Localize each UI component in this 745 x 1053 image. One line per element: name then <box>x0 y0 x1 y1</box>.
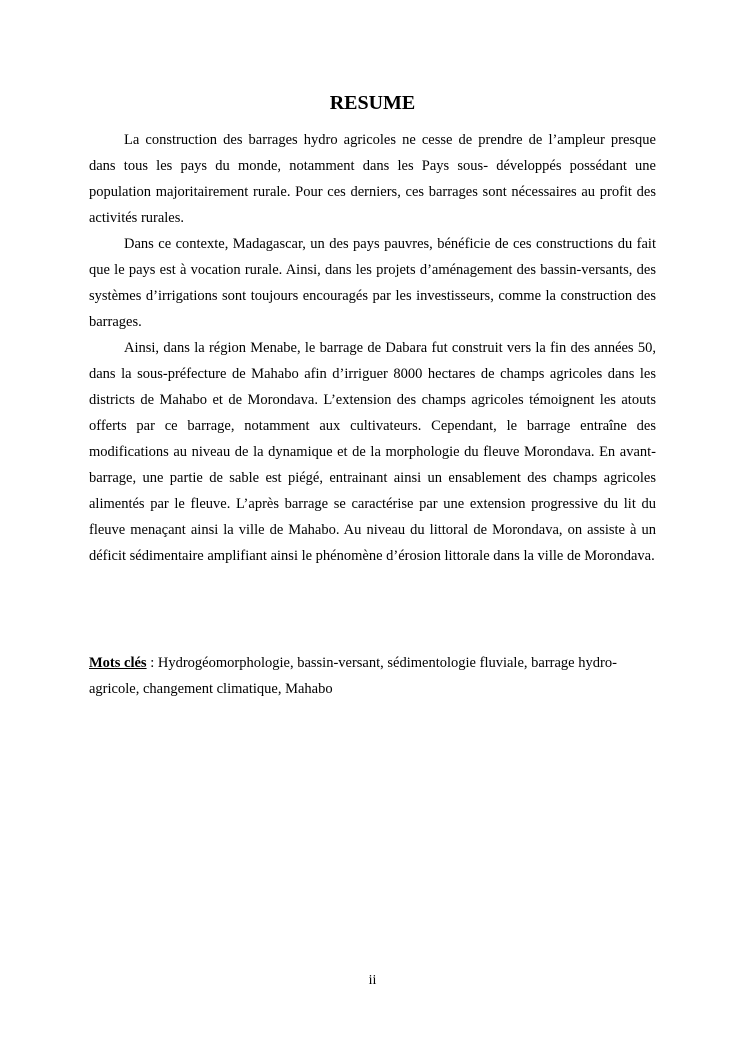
page-title: RESUME <box>329 92 416 114</box>
abstract-paragraph-3: Ainsi, dans la région Menabe, le barrage de Dabara fut construit vers la fin des années 50, dans la sous-préfecture de Mahabo afin d’irriguer 8000 hectares de champs agricoles dans les districts de Mahabo et de Morondava. L’extension des champs agricoles témoignent les atouts offerts par ce barrage, notamment aux cultivateurs. Cependant, le barrage entraîne des modifications au niveau de la dynamique et de la morphologie du fleuve Morondava. En avant-barrage, une partie de sable est piégé, entrainant ainsi un ensablement des champs agricoles alimentés par le fleuve. L’après barrage se caractérise par une extension progressive du lit du fleuve menaçant ainsi la ville de Mahabo. Au niveau du littoral de Morondava, on assiste à un déficit sédimentaire amplifiant ainsi le phénomène d’érosion littorale dans la ville de Morondava. <box>89 340 656 564</box>
keywords-label: Mots clés <box>89 655 147 671</box>
page-number: ii <box>368 973 377 988</box>
abstract-paragraph-2: Dans ce contexte, Madagascar, un des pays pauvres, bénéficie de ces constructions du fait que le pays est à vocation rurale. Ainsi, dans les projets d’aménagement des bassin-versants, des systèmes d’irrigations sont toujours encouragés par les investisseurs, comme la construction des barrages. <box>89 236 656 330</box>
keywords-separator: : <box>146 655 158 671</box>
keywords-text: Hydrogéomorphologie, bassin-versant, sédimentologie fluviale, barrage hydro-agricole, changement climatique, Mahabo <box>89 655 617 697</box>
abstract-body <box>89 127 656 569</box>
keywords-section <box>89 650 656 702</box>
abstract-paragraph-1: La construction des barrages hydro agricoles ne cesse de prendre de l’ampleur presque dans tous les pays du monde, notamment dans les Pays sous- développés possédant une population majoritairement rurale. Pour ces derniers, ces barrages sont nécessaires au profit des activités rurales. <box>89 132 656 226</box>
